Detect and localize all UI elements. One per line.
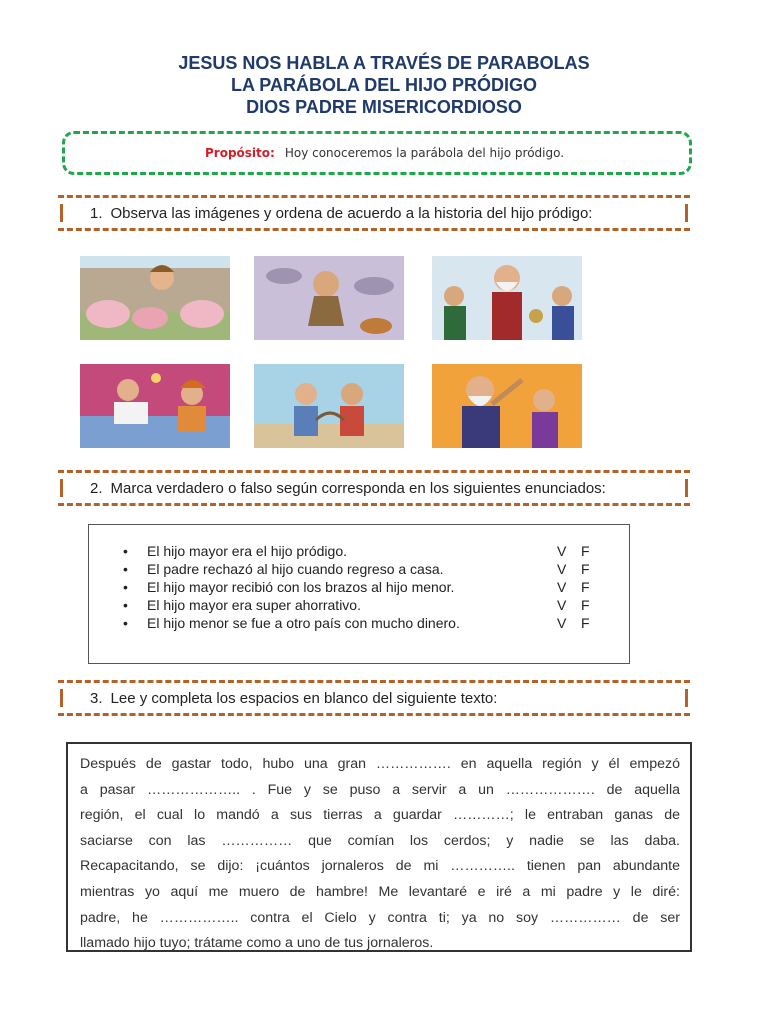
cloze-line: llamado hijo tuyo; trátame como a uno de tus jornaleros. <box>80 935 434 952</box>
cloze-line: Después de gastar todo, hubo una gran ……………. en aquella región y él empezó <box>80 756 680 772</box>
son-hungry-image <box>254 256 404 340</box>
cloze-line: padre, he …………….. contra el Cielo y contra ti; ya no soy …………… de ser <box>80 909 680 926</box>
tf-statement: El hijo mayor era super ahorrativo. <box>147 597 361 613</box>
cloze-line: región, el cual lo mandó a sus tierras a guardar …………; le entraban ganas de <box>80 807 680 824</box>
tf-item <box>89 561 629 579</box>
bullet: • <box>123 597 128 613</box>
cloze-line: mientras yo aquí me muero de hambre! Me levantaré e iré a mi padre y le diré: <box>80 883 680 900</box>
true-option[interactable]: V <box>557 561 567 577</box>
cloze-line: Recapacitando, se dijo: ¡cuántos jornaleros de mi ………….. tienen pan abundante <box>80 858 680 875</box>
tf-item <box>89 579 629 597</box>
section-2-number: 2. <box>90 479 103 497</box>
son-returns-embrace-image <box>254 364 404 448</box>
purpose-text: Hoy conoceremos la parábola del hijo pródigo. <box>284 146 565 160</box>
section-2-header <box>58 470 690 506</box>
cloze-text-box <box>66 742 692 952</box>
bullet: • <box>123 543 128 559</box>
section-1-header <box>58 195 690 231</box>
father-celebrating-image <box>432 364 582 448</box>
true-option[interactable]: V <box>557 543 567 559</box>
father-dividing-inheritance-image <box>432 256 582 340</box>
purpose-box <box>62 131 692 175</box>
section-1-number: 1. <box>90 204 103 222</box>
tf-statement: El hijo menor se fue a otro país con mucho dinero. <box>147 615 460 631</box>
bullet: • <box>123 615 128 631</box>
true-false-box <box>88 524 630 664</box>
tf-item <box>89 543 629 561</box>
son-feasting-image <box>80 364 230 448</box>
true-option[interactable]: V <box>557 579 567 595</box>
false-option[interactable]: F <box>581 597 590 613</box>
section-3-number: 3. <box>90 689 103 707</box>
section-3-instruction: Lee y completa los espacios en blanco del siguiente texto: <box>110 689 498 707</box>
section-1-instruction: Observa las imágenes y ordena de acuerdo a la historia del hijo pródigo: <box>110 204 593 222</box>
tf-statement: El hijo mayor era el hijo pródigo. <box>147 543 347 559</box>
false-option[interactable]: F <box>581 615 590 631</box>
cloze-line: saciarse con las …………… que comían los cerdos; y nadie se las daba. <box>80 832 680 849</box>
tf-statement: El padre rechazó al hijo cuando regreso a casa. <box>147 561 444 577</box>
bullet: • <box>123 561 128 577</box>
son-with-pigs-image <box>80 256 230 340</box>
section-2-instruction: Marca verdadero o falso según corresponda en los siguientes enunciados: <box>110 479 606 497</box>
cloze-line: a pasar ……………….. . Fue y se puso a servir a un ………………. de aquella <box>80 781 680 798</box>
bullet: • <box>123 579 128 595</box>
false-option[interactable]: F <box>581 561 590 577</box>
true-option[interactable]: V <box>557 597 567 613</box>
title-line-1: JESUS NOS HABLA A TRAVÉS DE PARABOLAS <box>178 53 590 73</box>
worksheet-title <box>0 52 768 118</box>
tf-statement: El hijo mayor recibió con los brazos al hijo menor. <box>147 579 455 595</box>
title-line-2: LA PARÁBOLA DEL HIJO PRÓDIGO <box>230 75 538 95</box>
purpose-label: Propósito: <box>205 146 275 160</box>
false-option[interactable]: F <box>581 579 590 595</box>
true-option[interactable]: V <box>557 615 567 631</box>
tf-item <box>89 615 629 633</box>
tf-item <box>89 597 629 615</box>
section-3-header <box>58 680 690 716</box>
title-line-3: DIOS PADRE MISERICORDIOSO <box>246 97 522 117</box>
false-option[interactable]: F <box>581 543 590 559</box>
